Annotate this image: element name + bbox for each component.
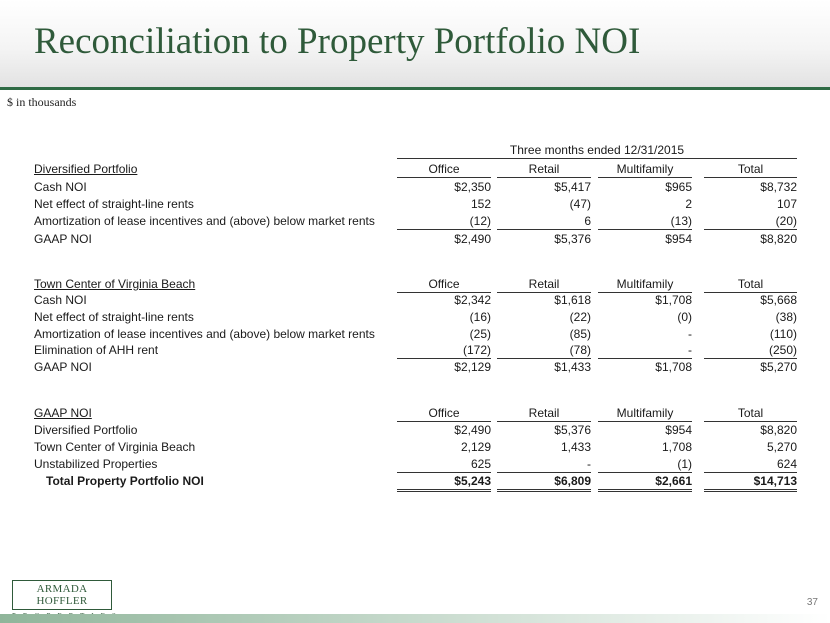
cell-office: (16) xyxy=(469,310,491,324)
col-header-multifamily: Multifamily xyxy=(598,276,692,293)
cell-retail: $5,376 xyxy=(554,232,591,246)
row-label: Town Center of Virginia Beach xyxy=(34,440,196,454)
cell-total: (250) xyxy=(704,342,797,359)
cell-total: $8,732 xyxy=(760,180,797,194)
col-header-office: Office xyxy=(397,405,491,422)
section-header-row xyxy=(0,276,830,292)
cell-retail: $1,433 xyxy=(554,360,591,374)
col-header-multifamily: Multifamily xyxy=(598,405,692,422)
col-header-total: Total xyxy=(704,161,797,178)
section-header-row xyxy=(0,405,830,421)
table-row xyxy=(0,292,830,308)
col-header-multifamily: Multifamily xyxy=(598,161,692,178)
cell-multifamily: (0) xyxy=(677,310,692,324)
section-header-row xyxy=(0,161,830,177)
cell-total: $14,713 xyxy=(704,473,797,492)
row-label: Cash NOI xyxy=(34,180,87,194)
cell-office: $2,350 xyxy=(454,180,491,194)
table-row xyxy=(0,326,830,342)
col-header-total: Total xyxy=(704,405,797,422)
cell-total: $5,668 xyxy=(760,293,797,307)
row-label: Elimination of AHH rent xyxy=(34,343,159,357)
cell-retail: 6 xyxy=(497,213,591,230)
cell-total: $5,270 xyxy=(760,360,797,374)
section-header: Town Center of Virginia Beach xyxy=(34,277,196,291)
cell-multifamily: $954 xyxy=(665,232,692,246)
col-header-retail: Retail xyxy=(497,161,591,178)
col-header-retail: Retail xyxy=(497,405,591,422)
row-label: Total Property Portfolio NOI xyxy=(46,474,204,488)
row-label: GAAP NOI xyxy=(34,360,92,374)
cell-total: (20) xyxy=(704,213,797,230)
logo-name: ARMADA HOFFLER xyxy=(12,580,112,610)
table-row xyxy=(0,342,830,358)
section-header: Diversified Portfolio xyxy=(34,162,138,176)
cell-office: $2,490 xyxy=(454,232,491,246)
cell-retail: $5,376 xyxy=(554,423,591,437)
cell-retail: $5,417 xyxy=(554,180,591,194)
table-row xyxy=(0,231,830,247)
table-row xyxy=(0,456,830,472)
footer-bar xyxy=(0,614,830,623)
cell-multifamily: 1,708 xyxy=(661,440,692,454)
section-header: GAAP NOI xyxy=(34,406,92,420)
row-label: Net effect of straight-line rents xyxy=(34,197,194,211)
cell-office: (12) xyxy=(397,213,491,230)
cell-total: 624 xyxy=(704,456,797,473)
cell-multifamily: $1,708 xyxy=(655,360,692,374)
cell-office: 2,129 xyxy=(460,440,491,454)
cell-office: $2,342 xyxy=(454,293,491,307)
cell-total: 5,270 xyxy=(766,440,797,454)
cell-multifamily: $954 xyxy=(665,423,692,437)
table-row xyxy=(0,422,830,438)
col-header-office: Office xyxy=(397,161,491,178)
cell-office: $2,490 xyxy=(454,423,491,437)
cell-retail: - xyxy=(497,456,591,473)
cell-office: 152 xyxy=(470,197,491,211)
cell-retail: $6,809 xyxy=(497,473,591,492)
cell-office: 625 xyxy=(397,456,491,473)
cell-office: $2,129 xyxy=(454,360,491,374)
cell-multifamily: (13) xyxy=(598,213,692,230)
cell-retail: (85) xyxy=(569,327,591,341)
cell-total: (110) xyxy=(769,327,797,341)
table-row xyxy=(0,213,830,229)
cell-office: (25) xyxy=(469,327,491,341)
cell-total: $8,820 xyxy=(760,423,797,437)
page-number: 37 xyxy=(806,597,818,608)
cell-multifamily: $965 xyxy=(665,180,692,194)
row-label: GAAP NOI xyxy=(34,232,92,246)
row-label: Cash NOI xyxy=(34,293,87,307)
cell-total: $8,820 xyxy=(760,232,797,246)
row-label: Unstabilized Properties xyxy=(34,457,158,471)
units-note: $ in thousands xyxy=(7,95,77,109)
cell-multifamily: (1) xyxy=(598,456,692,473)
cell-retail: (47) xyxy=(569,197,591,211)
total-row xyxy=(0,473,830,489)
cell-retail: (78) xyxy=(497,342,591,359)
table-row xyxy=(0,309,830,325)
period-header: Three months ended 12/31/2015 xyxy=(397,143,797,159)
header-divider xyxy=(0,87,830,90)
table-row xyxy=(0,359,830,375)
cell-multifamily: $1,708 xyxy=(655,293,692,307)
cell-office: $5,243 xyxy=(397,473,491,492)
row-label: Amortization of lease incentives and (above) below market rents xyxy=(34,327,375,341)
table-row xyxy=(0,439,830,455)
cell-office: (172) xyxy=(397,342,491,359)
table-row xyxy=(0,179,830,195)
cell-multifamily: 2 xyxy=(685,197,692,211)
table-row xyxy=(0,196,830,212)
cell-retail: $1,618 xyxy=(554,293,591,307)
col-header-retail: Retail xyxy=(497,276,591,293)
row-label: Amortization of lease incentives and (above) below market rents xyxy=(34,214,375,228)
cell-multifamily: $2,661 xyxy=(598,473,692,492)
cell-retail: (22) xyxy=(569,310,591,324)
cell-multifamily: - xyxy=(598,342,692,359)
cell-total: (38) xyxy=(775,310,797,324)
col-header-office: Office xyxy=(397,276,491,293)
cell-total: 107 xyxy=(776,197,797,211)
row-label: Net effect of straight-line rents xyxy=(34,310,194,324)
row-label: Diversified Portfolio xyxy=(34,423,138,437)
col-header-total: Total xyxy=(704,276,797,293)
cell-multifamily: - xyxy=(688,327,692,341)
page-title: Reconciliation to Property Portfolio NOI xyxy=(34,21,641,62)
cell-retail: 1,433 xyxy=(560,440,591,454)
